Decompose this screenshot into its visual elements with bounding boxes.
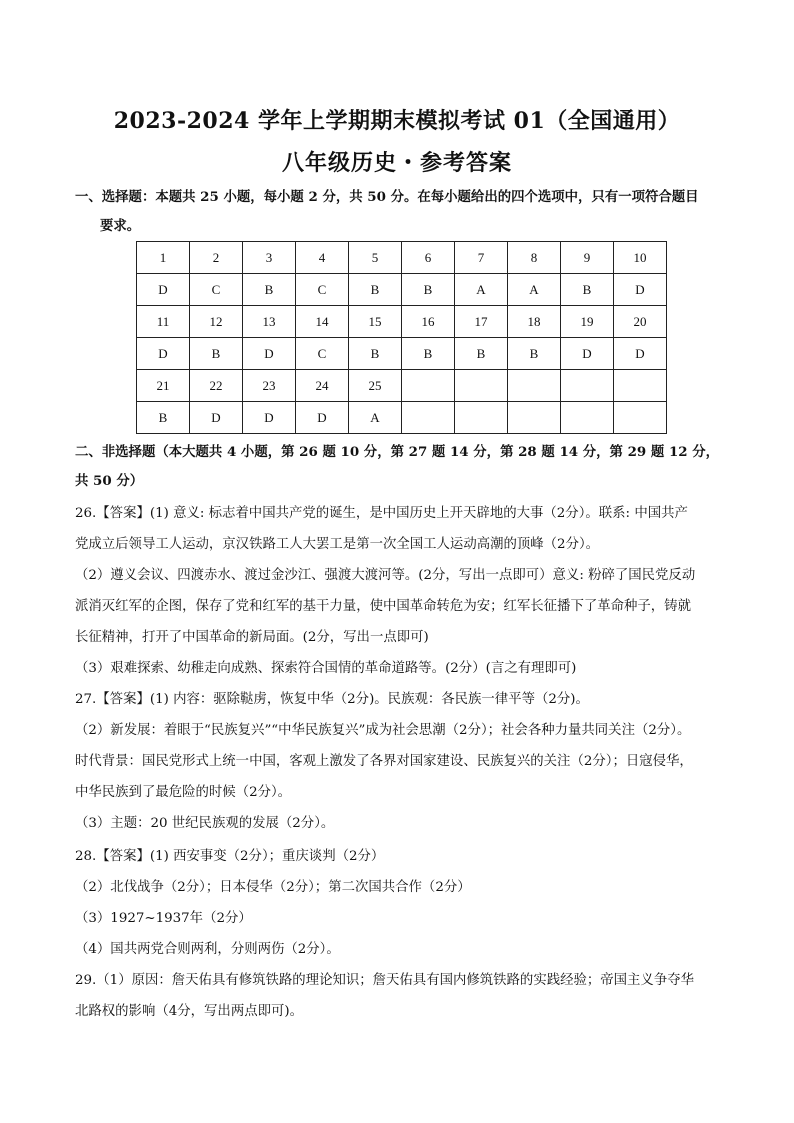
question-number-row — [137, 370, 667, 402]
q27-line: （2）新发展：着眼于“民族复兴”“中华民族复兴”成为社会思潮（2分）；社会各种力量共同关注（2分）。 — [75, 723, 691, 738]
question-number-cell: 4 — [296, 242, 349, 274]
question-number-cell: 3 — [243, 242, 296, 274]
answer-cell: A — [508, 274, 561, 306]
q27-line: 时代背景：国民党形式上统一中国，客观上激发了各界对国家建设、民族复兴的关注（2分）；日寇侵华， — [75, 754, 693, 769]
q26-line: 长征精神，打开了中国革命的新局面。(2分，写出一点即可) — [75, 630, 429, 645]
q27-line: 27.【答案】(1) 内容：驱除鞑虏，恢复中华（2分)。民族观：各民族一律平等（2分)。 — [75, 692, 589, 707]
question-number-cell: 9 — [561, 242, 614, 274]
answer-cell: C — [296, 274, 349, 306]
answer-cell: D — [614, 338, 667, 370]
question-number-cell: 1 — [137, 242, 190, 274]
section2-heading-cont: 共 50 分） — [75, 473, 144, 489]
question-number-cell — [402, 370, 455, 402]
question-number-cell: 10 — [614, 242, 667, 274]
answer-cell — [402, 402, 455, 434]
q29-line: 北路权的影响（4分，写出两点即可)。 — [75, 1004, 303, 1019]
answer-cell: B — [349, 274, 402, 306]
answer-cell: B — [243, 274, 296, 306]
answer-cell: B — [137, 402, 190, 434]
question-number-cell: 21 — [137, 370, 190, 402]
question-number-cell: 24 — [296, 370, 349, 402]
question-number-cell — [508, 370, 561, 402]
question-number-cell: 11 — [137, 306, 190, 338]
q29-line: 29.（1）原因：詹天佑具有修筑铁路的理论知识；詹天佑具有国内修筑铁路的实践经验；帝国主义争夺华 — [75, 973, 694, 988]
answer-row — [137, 402, 667, 434]
answer-cell: B — [561, 274, 614, 306]
section1-heading-cont: 要求。 — [100, 218, 141, 234]
question-number-cell: 16 — [402, 306, 455, 338]
question-number-cell — [455, 370, 508, 402]
answer-cell: D — [614, 274, 667, 306]
question-number-cell: 22 — [190, 370, 243, 402]
answer-cell: B — [508, 338, 561, 370]
question-number-cell — [614, 370, 667, 402]
q28-line: （2）北伐战争（2分）；日本侵华（2分）；第二次国共合作（2分） — [75, 880, 471, 895]
answer-cell: D — [243, 338, 296, 370]
answer-cell: D — [137, 338, 190, 370]
answer-cell: D — [243, 402, 296, 434]
q27-line: （3）主题：20 世纪民族观的发展（2分）。 — [75, 816, 335, 831]
q26-line: 26.【答案】(1) 意义: 标志着中国共产党的诞生，是中国历史上开天辟地的大事（2分）。联系: 中国共产 — [75, 506, 688, 521]
question-number-cell: 17 — [455, 306, 508, 338]
document-subtitle: 八年级历史・参考答案 — [281, 150, 512, 176]
answer-cell — [561, 402, 614, 434]
section2-heading: 二、非选择题（本大题共 4 小题，第 26 题 10 分，第 27 题 14 分，第 28 题 14 分，第 29 题 12 分， — [75, 444, 720, 460]
answer-cell: B — [455, 338, 508, 370]
question-number-row — [137, 306, 667, 338]
answer-cell: C — [296, 338, 349, 370]
answer-cell: A — [349, 402, 402, 434]
question-number-cell: 15 — [349, 306, 402, 338]
q27-line: 中华民族到了最危险的时候（2分）。 — [75, 785, 292, 800]
answer-cell — [508, 402, 561, 434]
question-number-cell: 5 — [349, 242, 402, 274]
answer-cell: C — [190, 274, 243, 306]
document-title: 2023-2024 学年上学期期末模拟考试 01（全国通用） — [113, 108, 681, 134]
answer-cell: B — [402, 274, 455, 306]
question-number-row — [137, 242, 667, 274]
q26-line: 党成立后领导工人运动，京汉铁路工人大罢工是第一次全国工人运动高潮的顶峰（2分）。 — [75, 537, 600, 552]
answer-cell: B — [402, 338, 455, 370]
question-number-cell: 2 — [190, 242, 243, 274]
answer-cell — [614, 402, 667, 434]
answer-cell: D — [561, 338, 614, 370]
question-number-cell: 14 — [296, 306, 349, 338]
question-number-cell: 23 — [243, 370, 296, 402]
question-number-cell: 19 — [561, 306, 614, 338]
answer-cell: B — [190, 338, 243, 370]
question-number-cell: 12 — [190, 306, 243, 338]
question-number-cell: 6 — [402, 242, 455, 274]
answer-row — [137, 274, 667, 306]
question-number-cell: 20 — [614, 306, 667, 338]
q28-line: 28.【答案】(1) 西安事变（2分）；重庆谈判（2分） — [75, 849, 385, 864]
question-number-cell: 7 — [455, 242, 508, 274]
question-number-cell: 8 — [508, 242, 561, 274]
q26-line: 派消灭红军的企图，保存了党和红军的基干力量，使中国革命转危为安；红军长征播下了革命种子，铸就 — [75, 599, 691, 614]
answer-row — [137, 338, 667, 370]
answer-cell: D — [296, 402, 349, 434]
section1-heading: 一、选择题：本题共 25 小题，每小题 2 分，共 50 分。在每小题给出的四个选项中，只有一项符合题目 — [75, 189, 699, 205]
answer-cell — [455, 402, 508, 434]
question-number-cell: 25 — [349, 370, 402, 402]
question-number-cell: 18 — [508, 306, 561, 338]
q26-line: （3）艰难探索、幼稚走向成熟、探索符合国情的革命道路等。(2分）(言之有理即可) — [75, 661, 577, 676]
answer-table — [136, 241, 667, 434]
answer-cell: B — [349, 338, 402, 370]
question-number-cell: 13 — [243, 306, 296, 338]
answer-cell: A — [455, 274, 508, 306]
answer-cell: D — [190, 402, 243, 434]
question-number-cell — [561, 370, 614, 402]
q28-line: （3）1927~1937年（2分） — [75, 911, 252, 926]
answer-cell: D — [137, 274, 190, 306]
q26-line: （2）遵义会议、四渡赤水、渡过金沙江、强渡大渡河等。(2分，写出一点即可）意义: 粉碎了国民党反动 — [75, 568, 696, 583]
q28-line: （4）国共两党合则两利，分则两伤（2分）。 — [75, 942, 340, 957]
